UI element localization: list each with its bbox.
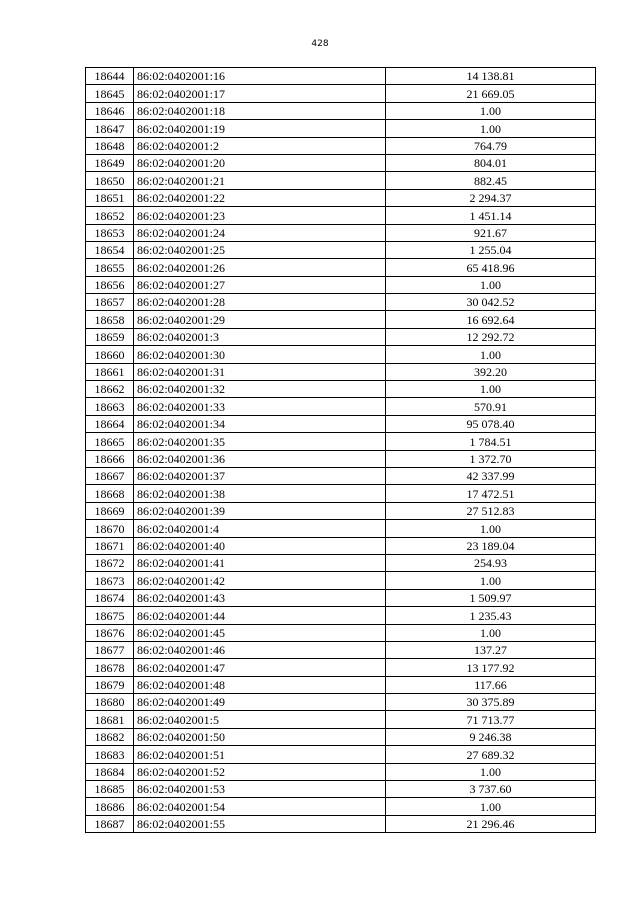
- cadastral-number-cell: 86:02:0402001:25: [134, 241, 386, 258]
- row-number-cell: 18651: [86, 189, 134, 206]
- row-number-cell: 18674: [86, 589, 134, 606]
- table-row: [86, 676, 596, 693]
- value-cell: 1.00: [386, 276, 596, 293]
- table-row: [86, 502, 596, 519]
- cadastral-number-cell: 86:02:0402001:47: [134, 659, 386, 676]
- row-number-cell: 18672: [86, 554, 134, 571]
- cadastral-number-cell: 86:02:0402001:23: [134, 207, 386, 224]
- value-cell: 13 177.92: [386, 659, 596, 676]
- value-cell: 42 337.99: [386, 467, 596, 484]
- table-row: [86, 294, 596, 311]
- cadastral-number-cell: 86:02:0402001:18: [134, 102, 386, 119]
- row-number-cell: 18677: [86, 641, 134, 658]
- value-cell: 1.00: [386, 798, 596, 815]
- row-number-cell: 18679: [86, 676, 134, 693]
- table-row: [86, 763, 596, 780]
- table-row: [86, 589, 596, 606]
- cadastral-number-cell: 86:02:0402001:37: [134, 467, 386, 484]
- table-row: [86, 641, 596, 658]
- table-body: [86, 68, 596, 833]
- value-cell: 1 509.97: [386, 589, 596, 606]
- row-number-cell: 18659: [86, 328, 134, 345]
- table-row: [86, 467, 596, 484]
- cadastral-number-cell: 86:02:0402001:30: [134, 346, 386, 363]
- row-number-cell: 18652: [86, 207, 134, 224]
- row-number-cell: 18680: [86, 694, 134, 711]
- cadastral-number-cell: 86:02:0402001:19: [134, 120, 386, 137]
- value-cell: 12 292.72: [386, 328, 596, 345]
- row-number-cell: 18683: [86, 746, 134, 763]
- row-number-cell: 18681: [86, 711, 134, 728]
- row-number-cell: 18685: [86, 781, 134, 798]
- data-table: [85, 67, 596, 833]
- cadastral-number-cell: 86:02:0402001:34: [134, 415, 386, 432]
- row-number-cell: 18647: [86, 120, 134, 137]
- table-row: [86, 798, 596, 815]
- table-row: [86, 328, 596, 345]
- row-number-cell: 18649: [86, 154, 134, 171]
- table-row: [86, 154, 596, 171]
- value-cell: 1 235.43: [386, 607, 596, 624]
- row-number-cell: 18682: [86, 728, 134, 745]
- cadastral-number-cell: 86:02:0402001:32: [134, 381, 386, 398]
- value-cell: 2 294.37: [386, 189, 596, 206]
- value-cell: 1.00: [386, 572, 596, 589]
- value-cell: 27 512.83: [386, 502, 596, 519]
- cadastral-number-cell: 86:02:0402001:31: [134, 363, 386, 380]
- row-number-cell: 18648: [86, 137, 134, 154]
- row-number-cell: 18661: [86, 363, 134, 380]
- table-row: [86, 207, 596, 224]
- row-number-cell: 18684: [86, 763, 134, 780]
- cadastral-number-cell: 86:02:0402001:53: [134, 781, 386, 798]
- value-cell: 65 418.96: [386, 259, 596, 276]
- cadastral-number-cell: 86:02:0402001:22: [134, 189, 386, 206]
- value-cell: 254.93: [386, 554, 596, 571]
- cadastral-number-cell: 86:02:0402001:26: [134, 259, 386, 276]
- value-cell: 17 472.51: [386, 485, 596, 502]
- value-cell: 1.00: [386, 763, 596, 780]
- cadastral-number-cell: 86:02:0402001:45: [134, 624, 386, 641]
- cadastral-number-cell: 86:02:0402001:38: [134, 485, 386, 502]
- table-row: [86, 398, 596, 415]
- row-number-cell: 18654: [86, 241, 134, 258]
- cadastral-number-cell: 86:02:0402001:43: [134, 589, 386, 606]
- value-cell: 570.91: [386, 398, 596, 415]
- row-number-cell: 18664: [86, 415, 134, 432]
- table-row: [86, 728, 596, 745]
- row-number-cell: 18663: [86, 398, 134, 415]
- value-cell: 1 255.04: [386, 241, 596, 258]
- table-row: [86, 746, 596, 763]
- cadastral-number-cell: 86:02:0402001:28: [134, 294, 386, 311]
- cadastral-number-cell: 86:02:0402001:17: [134, 85, 386, 102]
- cadastral-number-cell: 86:02:0402001:49: [134, 694, 386, 711]
- row-number-cell: 18670: [86, 520, 134, 537]
- table-row: [86, 520, 596, 537]
- value-cell: 882.45: [386, 172, 596, 189]
- table-row: [86, 276, 596, 293]
- table-row: [86, 450, 596, 467]
- value-cell: 137.27: [386, 641, 596, 658]
- table-row: [86, 572, 596, 589]
- table-row: [86, 381, 596, 398]
- table-row: [86, 711, 596, 728]
- row-number-cell: 18644: [86, 68, 134, 85]
- cadastral-number-cell: 86:02:0402001:3: [134, 328, 386, 345]
- table-row: [86, 241, 596, 258]
- value-cell: 30 042.52: [386, 294, 596, 311]
- table-row: [86, 659, 596, 676]
- value-cell: 921.67: [386, 224, 596, 241]
- table-row: [86, 172, 596, 189]
- cadastral-number-cell: 86:02:0402001:27: [134, 276, 386, 293]
- value-cell: 9 246.38: [386, 728, 596, 745]
- value-cell: 117.66: [386, 676, 596, 693]
- row-number-cell: 18666: [86, 450, 134, 467]
- cadastral-number-cell: 86:02:0402001:44: [134, 607, 386, 624]
- value-cell: 1.00: [386, 520, 596, 537]
- table-row: [86, 694, 596, 711]
- value-cell: 1 451.14: [386, 207, 596, 224]
- value-cell: 14 138.81: [386, 68, 596, 85]
- row-number-cell: 18655: [86, 259, 134, 276]
- value-cell: 1.00: [386, 120, 596, 137]
- cadastral-number-cell: 86:02:0402001:29: [134, 311, 386, 328]
- value-cell: 804.01: [386, 154, 596, 171]
- cadastral-number-cell: 86:02:0402001:40: [134, 537, 386, 554]
- row-number-cell: 18646: [86, 102, 134, 119]
- cadastral-number-cell: 86:02:0402001:4: [134, 520, 386, 537]
- cadastral-number-cell: 86:02:0402001:55: [134, 815, 386, 832]
- table-row: [86, 68, 596, 85]
- value-cell: 27 689.32: [386, 746, 596, 763]
- table-row: [86, 224, 596, 241]
- value-cell: 95 078.40: [386, 415, 596, 432]
- row-number-cell: 18645: [86, 85, 134, 102]
- cadastral-number-cell: 86:02:0402001:52: [134, 763, 386, 780]
- row-number-cell: 18675: [86, 607, 134, 624]
- value-cell: 23 189.04: [386, 537, 596, 554]
- table-row: [86, 363, 596, 380]
- table-row: [86, 189, 596, 206]
- table-row: [86, 815, 596, 832]
- row-number-cell: 18653: [86, 224, 134, 241]
- cadastral-number-cell: 86:02:0402001:48: [134, 676, 386, 693]
- cadastral-number-cell: 86:02:0402001:51: [134, 746, 386, 763]
- cadastral-number-cell: 86:02:0402001:46: [134, 641, 386, 658]
- cadastral-number-cell: 86:02:0402001:33: [134, 398, 386, 415]
- row-number-cell: 18673: [86, 572, 134, 589]
- row-number-cell: 18676: [86, 624, 134, 641]
- row-number-cell: 18660: [86, 346, 134, 363]
- cadastral-number-cell: 86:02:0402001:21: [134, 172, 386, 189]
- cadastral-number-cell: 86:02:0402001:24: [134, 224, 386, 241]
- row-number-cell: 18662: [86, 381, 134, 398]
- table-row: [86, 120, 596, 137]
- value-cell: 21 669.05: [386, 85, 596, 102]
- table-row: [86, 624, 596, 641]
- table-row: [86, 607, 596, 624]
- table-row: [86, 781, 596, 798]
- value-cell: 1 372.70: [386, 450, 596, 467]
- row-number-cell: 18678: [86, 659, 134, 676]
- cadastral-number-cell: 86:02:0402001:35: [134, 433, 386, 450]
- row-number-cell: 18687: [86, 815, 134, 832]
- row-number-cell: 18657: [86, 294, 134, 311]
- cadastral-number-cell: 86:02:0402001:2: [134, 137, 386, 154]
- cadastral-number-cell: 86:02:0402001:36: [134, 450, 386, 467]
- value-cell: 1.00: [386, 381, 596, 398]
- value-cell: 16 692.64: [386, 311, 596, 328]
- row-number-cell: 18686: [86, 798, 134, 815]
- value-cell: 1.00: [386, 624, 596, 641]
- cadastral-number-cell: 86:02:0402001:42: [134, 572, 386, 589]
- cadastral-number-cell: 86:02:0402001:5: [134, 711, 386, 728]
- row-number-cell: 18668: [86, 485, 134, 502]
- table-row: [86, 433, 596, 450]
- table-row: [86, 259, 596, 276]
- table-row: [86, 537, 596, 554]
- table-row: [86, 485, 596, 502]
- value-cell: 1.00: [386, 346, 596, 363]
- cadastral-number-cell: 86:02:0402001:20: [134, 154, 386, 171]
- cadastral-number-cell: 86:02:0402001:54: [134, 798, 386, 815]
- value-cell: 1.00: [386, 102, 596, 119]
- cadastral-number-cell: 86:02:0402001:39: [134, 502, 386, 519]
- table-row: [86, 102, 596, 119]
- row-number-cell: 18667: [86, 467, 134, 484]
- cadastral-number-cell: 86:02:0402001:50: [134, 728, 386, 745]
- table-row: [86, 85, 596, 102]
- value-cell: 30 375.89: [386, 694, 596, 711]
- row-number-cell: 18656: [86, 276, 134, 293]
- page-number: 428: [311, 39, 329, 49]
- value-cell: 3 737.60: [386, 781, 596, 798]
- row-number-cell: 18650: [86, 172, 134, 189]
- cadastral-number-cell: 86:02:0402001:16: [134, 68, 386, 85]
- row-number-cell: 18669: [86, 502, 134, 519]
- row-number-cell: 18665: [86, 433, 134, 450]
- row-number-cell: 18671: [86, 537, 134, 554]
- value-cell: 21 296.46: [386, 815, 596, 832]
- value-cell: 764.79: [386, 137, 596, 154]
- cadastral-number-cell: 86:02:0402001:41: [134, 554, 386, 571]
- table-row: [86, 415, 596, 432]
- table-row: [86, 311, 596, 328]
- value-cell: 71 713.77: [386, 711, 596, 728]
- value-cell: 392.20: [386, 363, 596, 380]
- table-row: [86, 137, 596, 154]
- row-number-cell: 18658: [86, 311, 134, 328]
- value-cell: 1 784.51: [386, 433, 596, 450]
- table-row: [86, 346, 596, 363]
- table-row: [86, 554, 596, 571]
